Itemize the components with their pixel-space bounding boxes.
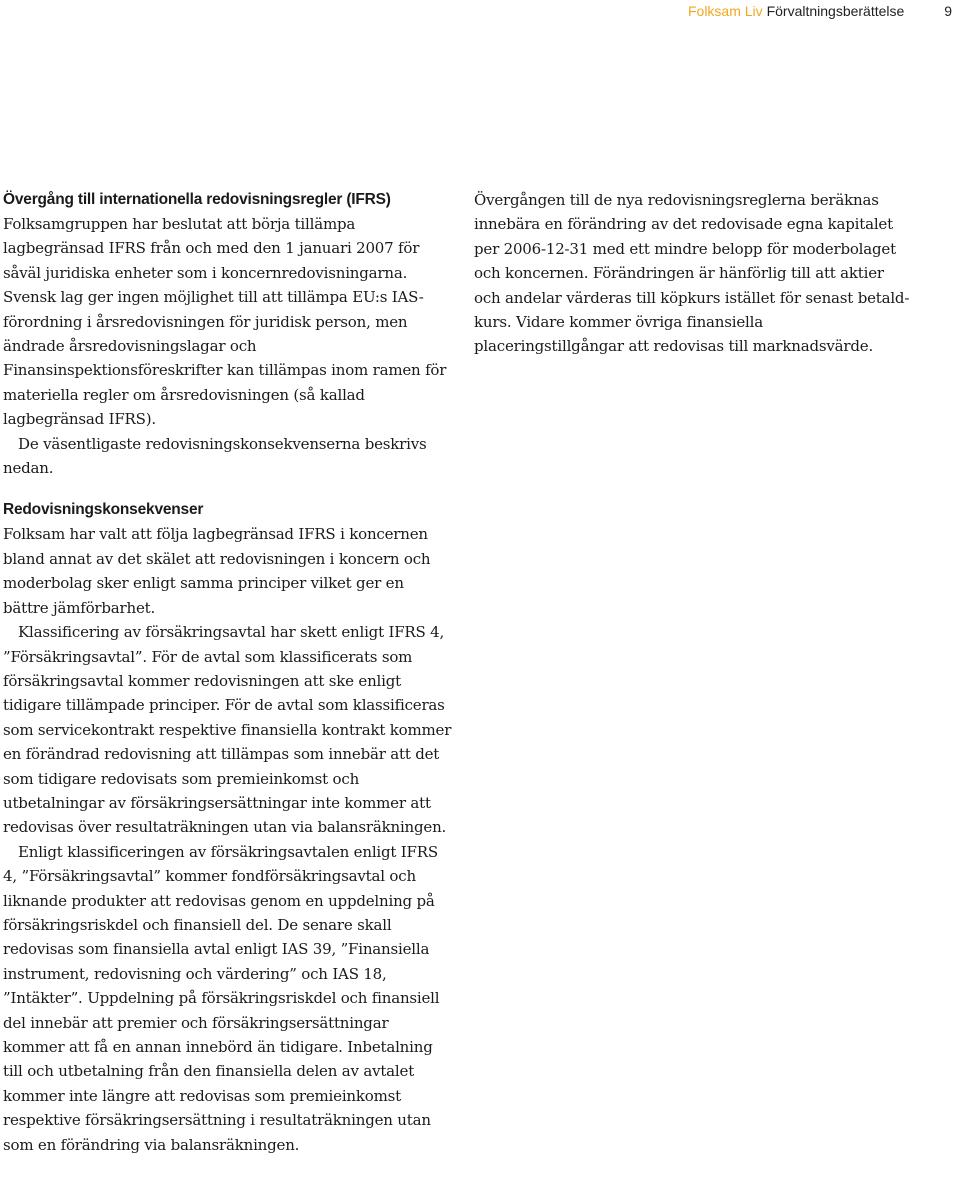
paragraph-fondforsakring: Enligt klassificeringen av försäkringsavtalen enligt IFRS 4, ”Försäkringsavtal” kommer fondförsäkringsavtal och liknande produkter att redovisas genom en uppdelning på försäkringsriskdel och finansiell del. De senare skall redovisas som finansiella avtal enligt IAS 39, ”Finansiella instrument, redovisning och värdering” och IAS 18, ”Intäkter”. Uppdelning på försäkringsriskdel och finansiell del innebär att premier och försäkringsersättningar kommer att få en annan innebörd än tidigare. Inbetalning till och utbetalning från den finansiella delen av avtalet kommer inte längre att redovisas som premieinkomst respektive försäkringsersättning i resultaträkningen utan som en förändring via balansräkningen.: [3, 842, 440, 1154]
paragraph-ifrs-consequences-intro: De väsentligaste redovisningskonsekvenserna beskrivs nedan.: [3, 434, 427, 478]
paragraph-lagbegransad-ifrs: Folksam har valt att följa lagbegränsad IFRS i koncernen bland annat av det skälet att redovisningen i koncern och moderbolag sker enligt samma principer vilket ger en bättre jämförbarhet.: [3, 525, 431, 617]
heading-ifrs-transition: Övergång till internationella redovisningsregler (IFRS): [3, 191, 391, 208]
right-column: [474, 188, 914, 359]
page-number: 9: [944, 3, 952, 19]
heading-accounting-consequences: Redovisningskonsekvenser: [3, 501, 204, 519]
header-section-title: Förvaltningsberättelse: [766, 3, 905, 19]
paragraph-equity-effect: Övergången till de nya redovisningsreglerna beräknas innebära en förändring av det redovisade egna kapitalet per 2006-12-31 med ett mindre belopp för moderbolaget och koncernen. Förändringen är hänförlig till att aktier och andelar värderas till köpkurs istället för senast betald-kurs. Vidare kommer övriga finansiella placeringstillgångar att redovisas till marknadsvärde.: [474, 191, 910, 356]
running-header: [688, 2, 952, 20]
header-brand: Folksam Liv: [687, 3, 763, 19]
section-spacer: [3, 480, 453, 498]
paragraph-ifrs4-classification: Klassificering av försäkringsavtal har skett enligt IFRS 4, ”Försäkringsavtal”. För de avtal som klassificerats som försäkringsavtal kommer redovisningen att ske enligt tidigare tillämpade principer. För de avtal som klassificeras som servicekontrakt respektive finansiella kontrakt kommer en förändrad redovisning att tillämpas som innebär att det som tidigare redovisats som premieinkomst och utbetalningar av försäkringsersättningar inte kommer att redovisas över resultaträkningen utan via balansräkningen.: [3, 623, 452, 837]
paragraph-ifrs-intro: Folksamgruppen har beslutat att börja tillämpa lagbegränsad IFRS från och med den 1 januari 2007 för såväl juridiska enheter som i koncernredovisningarna. Svensk lag ger ingen möjlighet till att tillämpa EU:s IAS-förordning i årsredovisningen för juridisk person, men ändrade årsredovisningslagar och Finansinspektionsföreskrifter kan tillämpas inom ramen för materiella regler om årsredovisningen (så kallad lagbegränsad IFRS).: [3, 215, 447, 429]
left-column: [3, 188, 453, 1157]
